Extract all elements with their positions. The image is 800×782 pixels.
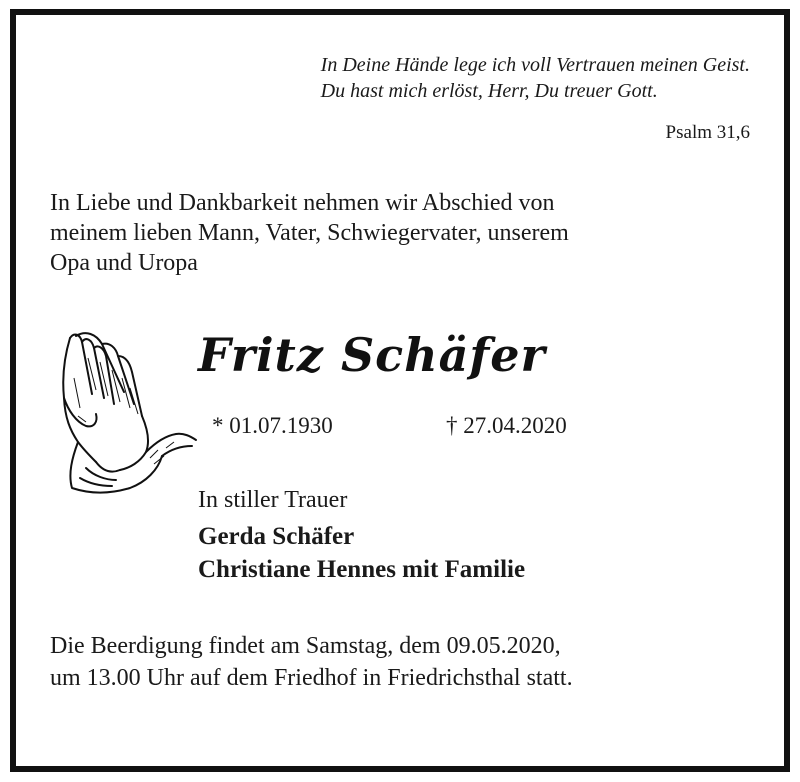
deceased-name: Fritz Schäfer (198, 328, 546, 382)
mourner-name: Christiane Hennes mit Familie (198, 556, 526, 583)
intro-text (50, 188, 740, 278)
funeral-notice (50, 630, 750, 694)
intro-line-1: In Liebe und Dankbarkeit nehmen wir Abschied von (50, 190, 555, 216)
quote-source: Psalm 31,6 (665, 122, 750, 143)
intro-line-2: meinem lieben Mann, Vater, Schwiegervater, unserem (50, 220, 569, 246)
bible-quote (321, 52, 750, 104)
funeral-line-2: um 13.00 Uhr auf dem Friedhof in Friedrichsthal statt. (50, 665, 573, 691)
funeral-line-1: Die Beerdigung findet am Samstag, dem 09.05.2020, (50, 633, 561, 659)
intro-line-3: Opa und Uropa (50, 250, 198, 276)
quote-line-2: Du hast mich erlöst, Herr, Du treuer Gott. (320, 80, 658, 102)
quote-line-1: In Deine Hände lege ich voll Vertrauen meinen Geist. (320, 54, 750, 76)
mourning-heading: In stiller Trauer (198, 487, 348, 513)
death-date: † 27.04.2020 (446, 413, 567, 438)
praying-hands-icon (50, 318, 198, 498)
mourner-name: Gerda Schäfer (198, 523, 355, 550)
birth-date: * 01.07.1930 (212, 413, 333, 438)
